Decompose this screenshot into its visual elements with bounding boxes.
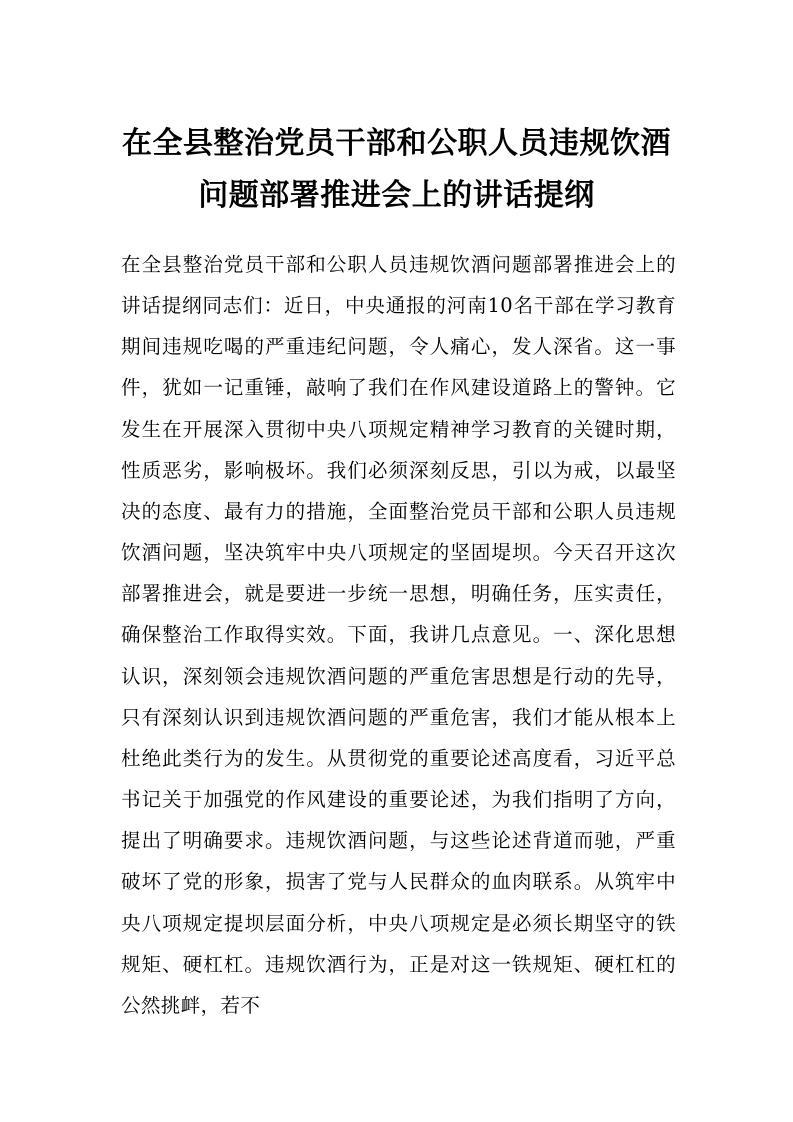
document-body: 在全县整治党员干部和公职人员违规饮酒问题部署推进会上的讲话提纲同志们：近日，中央通报的河南10名干部在学习教育期间违规吃喝的严重违纪问题，令人痛心，发人深省。这一事件，犹如一记重锤，敲响了我们在作风建设道路上的警钟。它发生在开展深入贯彻中央八项规定精神学习教育的关键时期，性质恶劣，影响极坏。我们必须深刻反思，引以为戒，以最坚决的态度、最有力的措施，全面整治党员干部和公职人员违规饮酒问题，坚决筑牢中央八项规定的坚固堤坝。今天召开这次部署推进会，就是要进一步统一思想，明确任务，压实责任，确保整治工作取得实效。下面，我讲几点意见。一、深化思想认识，深刻领会违规饮酒问题的严重危害思想是行动的先导，只有深刻认识到违规饮酒问题的严重危害，我们才能从根本上杜绝此类行为的发生。从贯彻党的重要论述高度看，习近平总书记关于加强党的作风建设的重要论述，为我们指明了方向，提出了明确要求。违规饮酒问题，与这些论述背道而驰，严重破坏了党的形象，损害了党与人民群众的血肉联系。从筑牢中央八项规定提坝层面分析，中央八项规定是必须长期坚守的铁规矩、硬杠杠。违规饮酒行为，正是对这一铁规矩、硬杠杠的公然挑衅，若不 bbox=[121, 253, 676, 1017]
document-title bbox=[100, 118, 693, 222]
title-line-2: 问题部署推进会上的讲话提纲 bbox=[198, 178, 595, 213]
title-line-1: 在全县整治党员干部和公职人员违规饮酒 bbox=[122, 126, 671, 161]
